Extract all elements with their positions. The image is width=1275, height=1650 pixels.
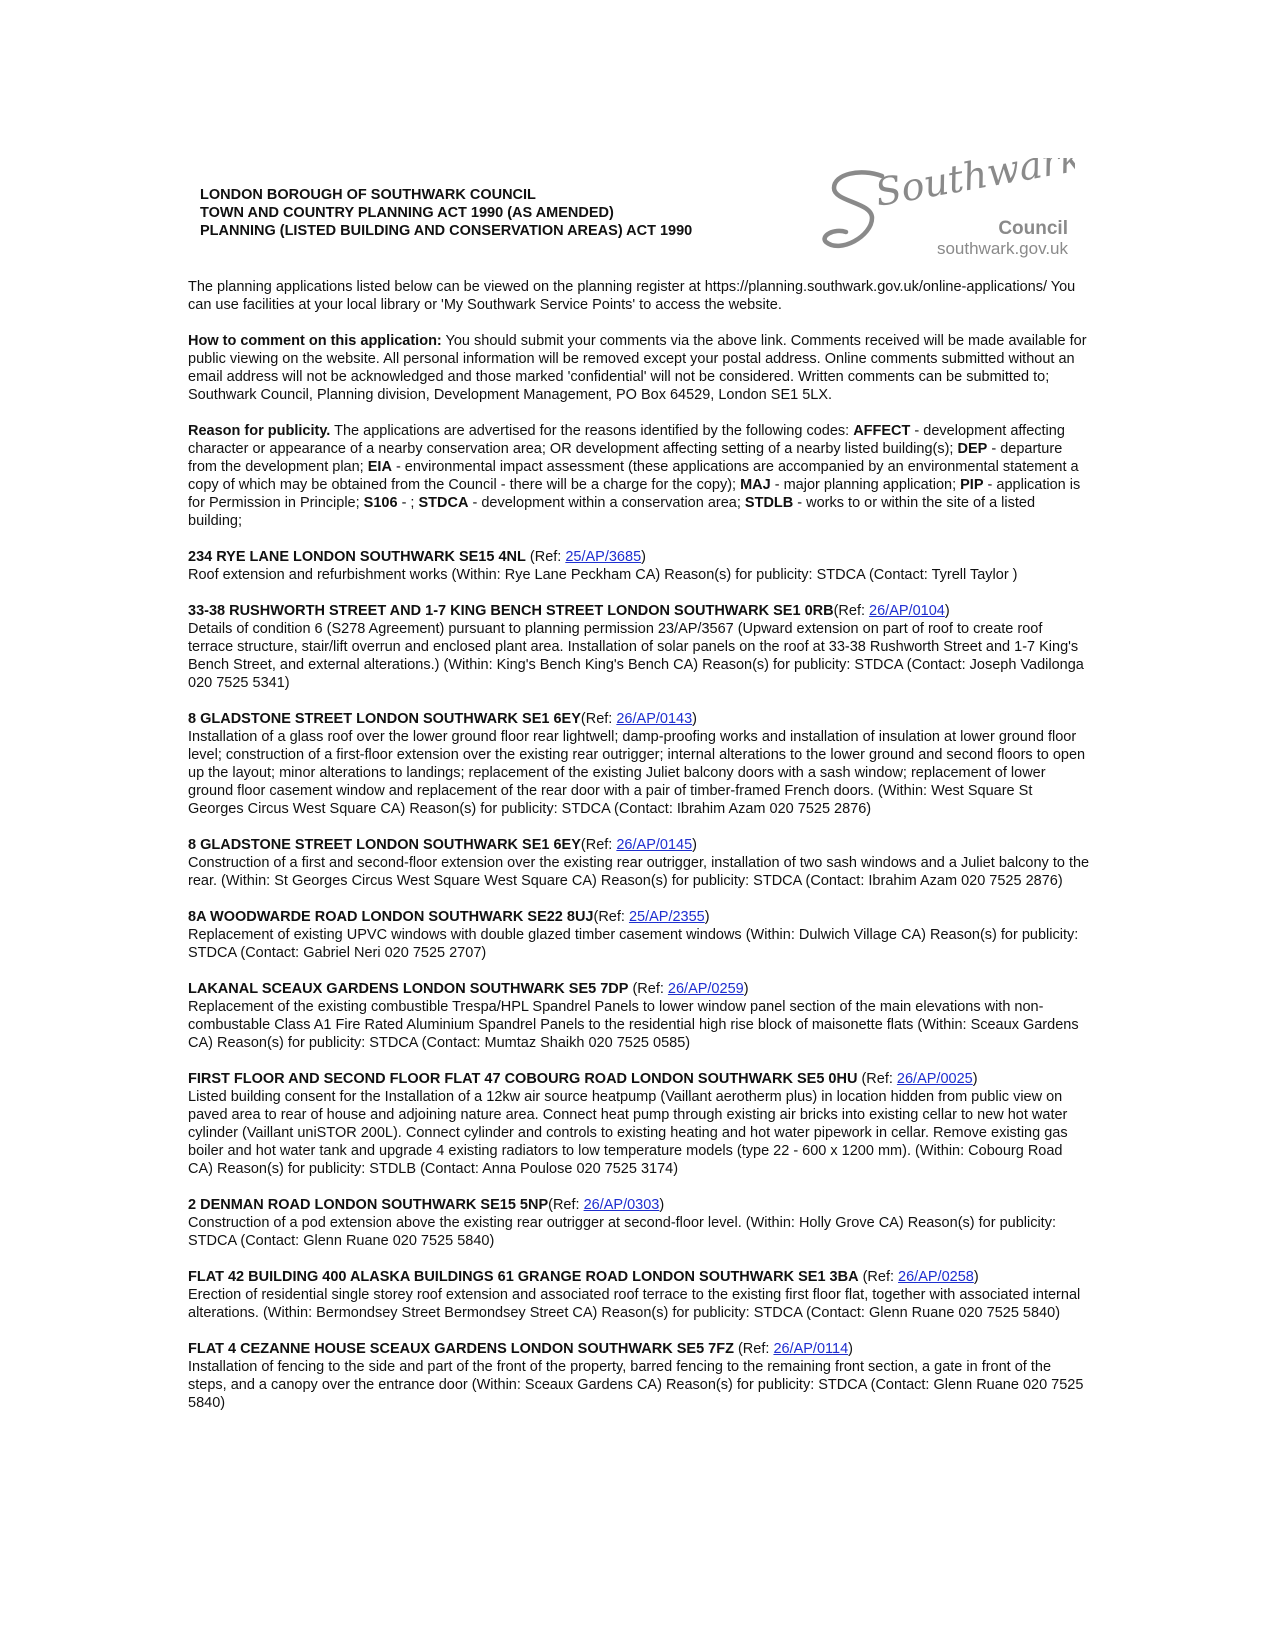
application-description: Installation of fencing to the side and part of the front of the property, barred fencing to the remaining front section, a gate in front of the steps, and a canopy over the entrance door (Within: Sceaux Gardens CA) Reason(s) for publicity: STDCA (Contact: Glenn Ruane 020 7525 5840)	[188, 1359, 1084, 1411]
ref-prefix: (Ref:	[580, 837, 617, 853]
publicity-text: - ;	[397, 495, 419, 511]
application-description: Erection of residential single storey roof extension and associated roof terrace to the existing first floor flat, together with associated internal alterations. (Within: Bermondsey Street Bermondsey Street CA) Reason(s) for publicity: STDCA (Contact: Glenn Ruane 020 7525 5840)	[188, 1287, 1081, 1321]
ref-prefix: (Ref:	[580, 711, 617, 727]
header-line-listed-buildings-act: PLANNING (LISTED BUILDING AND CONSERVATION AREAS) ACT 1990	[200, 223, 693, 239]
ref-suffix: )	[743, 981, 749, 997]
publicity-code: AFFECT	[853, 423, 911, 439]
application-entry	[188, 602, 1090, 692]
publicity-text: - major planning application;	[770, 477, 961, 493]
ref-suffix: )	[944, 603, 950, 619]
southwark-council-logo	[820, 158, 1075, 270]
application-address: FLAT 42 BUILDING 400 ALASKA BUILDINGS 61 GRANGE ROAD LONDON SOUTHWARK SE1 3BA	[188, 1269, 859, 1285]
logo-council-text: Council	[998, 218, 1068, 239]
publicity-code: EIA	[367, 459, 392, 475]
publicity-text: The applications are advertised for the reasons identified by the following codes:	[330, 423, 854, 439]
application-entry	[188, 908, 1090, 962]
ref-suffix: )	[704, 909, 710, 925]
logo-wordmark: Southwark	[871, 158, 1075, 215]
application-entry	[188, 1070, 1090, 1178]
application-ref	[628, 981, 748, 997]
ref-prefix: (Ref:	[628, 981, 668, 997]
southwark-logo-graphic	[820, 158, 1075, 270]
application-entry	[188, 980, 1090, 1052]
application-ref	[857, 1071, 977, 1087]
application-ref	[581, 711, 697, 727]
publicity-code: STDLB	[744, 495, 794, 511]
application-address: 33-38 RUSHWORTH STREET AND 1-7 KING BENCH STREET LONDON SOUTHWARK SE1 0RB	[188, 603, 834, 619]
ref-prefix: (Ref:	[857, 1071, 897, 1087]
application-ref-link[interactable]: 26/AP/0145	[616, 837, 693, 853]
ref-prefix: (Ref:	[858, 1269, 899, 1285]
application-entry	[188, 548, 1090, 584]
logo-website-text: southwark.gov.uk	[936, 239, 1068, 258]
application-ref	[526, 549, 646, 565]
application-ref-link[interactable]: 26/AP/0025	[896, 1071, 973, 1087]
application-description: Replacement of the existing combustible Trespa/HPL Spandrel Panels to lower window panel section of the main elevations with non-combustable Class A1 Fire Rated Aluminium Spandrel Panels to the residential high rise block of maisonette flats (Within: Sceaux Gardens CA) Reason(s) for publicity: STDCA (Contact: Mumtaz Shaikh 020 7525 0585)	[188, 999, 1079, 1051]
application-description: Roof extension and refurbishment works (Within: Rye Lane Peckham CA) Reason(s) for publicity: STDCA (Contact: Tyrell Taylor )	[188, 567, 1018, 583]
publicity-code: MAJ	[740, 477, 771, 493]
publicity-code: DEP	[957, 441, 988, 457]
publicity-label: Reason for publicity.	[188, 423, 331, 439]
publicity-code: S106	[363, 495, 398, 511]
ref-suffix: )	[692, 837, 697, 853]
application-address: FIRST FLOOR AND SECOND FLOOR FLAT 47 COBOURG ROAD LONDON SOUTHWARK SE5 0HU	[188, 1071, 858, 1087]
ref-suffix: )	[848, 1341, 853, 1357]
publicity-text: - application is for Permission in Principle;	[188, 477, 1081, 511]
publicity-text: - works to or within the site of a listed building;	[188, 495, 1036, 529]
application-description: Construction of a pod extension above the existing rear outrigger at second-floor level. (Within: Holly Grove CA) Reason(s) for publicity: STDCA (Contact: Glenn Ruane 020 7525 5840)	[188, 1215, 1056, 1249]
ref-prefix: (Ref:	[733, 1341, 774, 1357]
application-description: Listed building consent for the Installation of a 12kw air source heatpump (Vaillant aerotherm plus) in location hidden from public view on paved area to rear of house and adjoining nature area. Connect heat pump through existing air bricks into existing cellar to new hot water cylinder (Vaillant uniSTOR 200L). Connect cylinder and controls to existing heating and hot water pipework in cellar. Remove existing gas boiler and hot water tank and upgrade 4 existing radiators to low temperature models (type 22 - 600 x 1200 mm). (Within: Cobourg Road CA) Reason(s) for publicity: STDLB (Contact: Anna Poulose 020 7525 3174)	[188, 1089, 1068, 1177]
header-line-council: LONDON BOROUGH OF SOUTHWARK COUNCIL	[200, 187, 536, 203]
ref-prefix: (Ref:	[833, 603, 870, 619]
publicity-text: - development within a conservation area;	[468, 495, 745, 511]
application-address: FLAT 4 CEZANNE HOUSE SCEAUX GARDENS LONDON SOUTHWARK SE5 7FZ	[188, 1341, 734, 1357]
application-ref	[834, 603, 950, 619]
comment-text: You should submit your comments via the above link. Comments received will be made available for public viewing on the website. All personal information will be removed except your postal address. Online comments submitted without an email address will not be acknowledged and those marked 'confidential' will not be considered. Written comments can be submitted to; Southwark Council, Planning division, Development Management, PO Box 64529, London SE1 5LX.	[188, 333, 1087, 403]
application-ref-link[interactable]: 26/AP/0258	[898, 1269, 974, 1285]
application-ref-link[interactable]: 26/AP/0259	[667, 981, 744, 997]
application-description: Replacement of existing UPVC windows with double glazed timber casement windows (Within: Dulwich Village CA) Reason(s) for publicity: STDCA (Contact: Gabriel Neri 020 7525 2707)	[188, 927, 1079, 961]
application-address: 2 DENMAN ROAD LONDON SOUTHWARK SE15 5NP	[188, 1197, 549, 1213]
comment-label: How to comment on this application:	[188, 333, 442, 349]
application-address: 8A WOODWARDE ROAD LONDON SOUTHWARK SE22 8UJ	[188, 909, 594, 925]
ref-prefix: (Ref:	[525, 549, 566, 565]
application-ref-link[interactable]: 26/AP/0143	[616, 711, 693, 727]
application-ref-link[interactable]: 26/AP/0104	[869, 603, 945, 619]
application-ref-link[interactable]: 25/AP/3685	[565, 549, 642, 565]
ref-suffix: )	[972, 1071, 978, 1087]
publicity-text: - development affecting character or appearance of a nearby conservation area; OR development affecting setting of a nearby listed building(s);	[188, 423, 1065, 457]
application-ref-link[interactable]: 26/AP/0303	[583, 1197, 660, 1213]
publicity-paragraph	[188, 422, 1090, 530]
application-ref	[734, 1341, 853, 1357]
application-address: LAKANAL SCEAUX GARDENS LONDON SOUTHWARK SE5 7DP	[188, 981, 629, 997]
application-ref	[581, 837, 697, 853]
application-entry	[188, 836, 1090, 890]
application-ref-link[interactable]: 25/AP/2355	[628, 909, 705, 925]
ref-suffix: )	[641, 549, 646, 565]
application-entry	[188, 1196, 1090, 1250]
ref-suffix: )	[692, 711, 697, 727]
application-description: Construction of a first and second-floor extension over the existing rear outrigger, installation of two sash windows and a Juliet balcony to the rear. (Within: St Georges Circus West Square West Square CA) Reason(s) for publicity: STDCA (Contact: Ibrahim Azam 020 7525 2876)	[188, 855, 1090, 889]
intro-paragraph: The planning applications listed below can be viewed on the planning register at https://planning.southwark.gov.uk/online-applications/ You can use facilities at your local library or 'My Southwark Service Points' to access the website.	[188, 279, 1076, 313]
application-address: 8 GLADSTONE STREET LONDON SOUTHWARK SE1 6EY	[188, 711, 581, 727]
header-line-act-1990: TOWN AND COUNTRY PLANNING ACT 1990 (AS AMENDED)	[200, 205, 614, 221]
application-description: Installation of a glass roof over the lower ground floor rear lightwell; damp-proofing works and installation of insulation at lower ground floor level; construction of a first-floor extension over the existing rear outrigger; internal alterations to the lower ground and second floors to open up the layout; minor alterations to landings; replacement of the existing Juliet balcony doors with a sash window; replacement of lower ground floor casement window and replacement of the rear door with a pair of timber-framed French doors. (Within: West Square St Georges Circus West Square CA) Reason(s) for publicity: STDCA (Contact: Ibrahim Azam 020 7525 2876)	[188, 729, 1086, 817]
comment-paragraph	[188, 332, 1090, 404]
ref-prefix: (Ref:	[548, 1197, 584, 1213]
application-address: 234 RYE LANE LONDON SOUTHWARK SE15 4NL	[188, 549, 526, 565]
application-entry	[188, 1340, 1090, 1412]
document-body	[188, 278, 1090, 1430]
ref-suffix: )	[973, 1269, 979, 1285]
application-ref	[594, 909, 710, 925]
application-entry	[188, 710, 1090, 818]
application-ref	[548, 1197, 664, 1213]
application-ref-link[interactable]: 26/AP/0114	[773, 1341, 849, 1357]
publicity-code: PIP	[960, 477, 984, 493]
document-header	[200, 186, 760, 240]
application-ref	[859, 1269, 979, 1285]
publicity-text: - departure from the development plan;	[188, 441, 1063, 475]
ref-suffix: )	[659, 1197, 665, 1213]
publicity-text: - environmental impact assessment (these applications are accompanied by an environmental statement a copy of which may be obtained from the Council - there will be a charge for the copy);	[188, 459, 1079, 493]
application-entry	[188, 1268, 1090, 1322]
ref-prefix: (Ref:	[593, 909, 629, 925]
application-address: 8 GLADSTONE STREET LONDON SOUTHWARK SE1 6EY	[188, 837, 581, 853]
publicity-code: STDCA	[418, 495, 469, 511]
application-description: Details of condition 6 (S278 Agreement) pursuant to planning permission 23/AP/3567 (Upward extension on part of roof to create roof terrace structure, stair/lift overrun and enclosed plant area. Installation of solar panels on the roof at 33-38 Rushworth Street and 1-7 King's Bench Street, and external alterations.) (Within: King's Bench King's Bench CA) Reason(s) for publicity: STDCA (Contact: Joseph Vadilonga 020 7525 5341)	[188, 621, 1084, 691]
